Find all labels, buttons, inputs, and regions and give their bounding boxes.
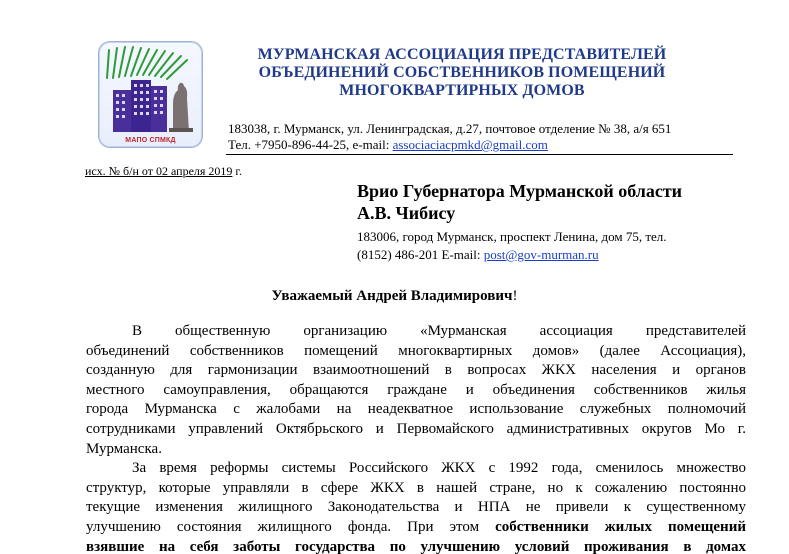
body-text-bold: взявшие на себя заботы государства по улучшению условий проживания в домах [86, 538, 746, 554]
header-divider [226, 154, 733, 155]
body-line: сотрудниками управлений Октябрьского и Первомайского административных округов Мо г. [86, 420, 746, 437]
outgoing-number: исх. № б/н от 02 апреля 2019 [85, 164, 233, 178]
body-line: Мурманска. [86, 440, 162, 457]
buildings-monument-logo-icon [99, 42, 202, 147]
salutation [0, 287, 789, 305]
outgoing-reference [85, 164, 242, 179]
organization-email-link[interactable]: associaciacpmkd@gmail.com [392, 137, 548, 152]
body-text-plain: улучшению состояния жилищного фонда. При этом [86, 518, 496, 535]
body-line: За время реформы системы Российского ЖКХ с 1992 года, сменилось множество [132, 460, 746, 477]
addressee-address-line: 183006, город Мурманск, проспект Ленина, дом 75, тел. [357, 229, 667, 244]
organization-contacts [228, 137, 548, 153]
addressee-phone-line [357, 246, 667, 264]
outgoing-suffix: г. [232, 164, 242, 178]
organization-title [232, 46, 692, 100]
addressee-title-line: Врио Губернатора Мурманской области [357, 181, 683, 201]
body-line: В общественную организацию «Мурманская ассоциация представителей [132, 323, 746, 339]
addressee-phone: (8152) 486-201 E-mail: [357, 247, 484, 262]
body-line: структур, которые управляли в сфере ЖКХ в нашей стране, но к сожалению постоянно [86, 479, 746, 496]
addressee-title-line: А.В. Чибису [357, 203, 456, 223]
salutation-mark: ! [512, 288, 518, 304]
body-line [86, 538, 746, 554]
body-line: текущие изменения жилищного Законодательства и НПА не привели к существенному [86, 499, 746, 516]
organization-phone: Тел. +7950-896-44-25, e-mail: [228, 137, 393, 152]
body-text-bold: собственники жилых помещений [495, 518, 746, 535]
body-line: города Мурманска с жалобами на неадекватное использование служебных полномочий [86, 401, 746, 418]
addressee-address [357, 228, 667, 264]
organization-title-line: МНОГОКВАРТИРНЫХ ДОМОВ [339, 82, 585, 99]
organization-title-line: ОБЪЕДИНЕНИЙ СОБСТВЕННИКОВ ПОМЕЩЕНИЙ [258, 64, 666, 81]
organization-title-line: МУРМАНСКАЯ АССОЦИАЦИЯ ПРЕДСТАВИТЕЛЕЙ [257, 46, 667, 63]
letter-body [86, 322, 746, 554]
body-line: созданную для гармонизации взаимоотношений в вопросах ЖКХ населения и органов [86, 362, 746, 379]
body-line [86, 518, 746, 538]
logo-caption: МАПО СПМКД [125, 137, 176, 144]
organization-address: 183038, г. Мурманск, ул. Ленинградская, д.27, почтовое отделение № 38, а/я 651 [228, 121, 672, 136]
body-line: объединений собственников помещений многоквартирных домов» (далее Ассоциация), [86, 342, 746, 359]
body-line: местного самоуправления, обращаются граждане и объединения собственников жилья [86, 381, 746, 398]
organization-logo [98, 41, 203, 148]
addressee-name [357, 180, 682, 224]
addressee-email-link[interactable]: post@gov-murman.ru [483, 247, 599, 262]
salutation-text: Уважаемый Андрей Владимирович [271, 288, 513, 304]
